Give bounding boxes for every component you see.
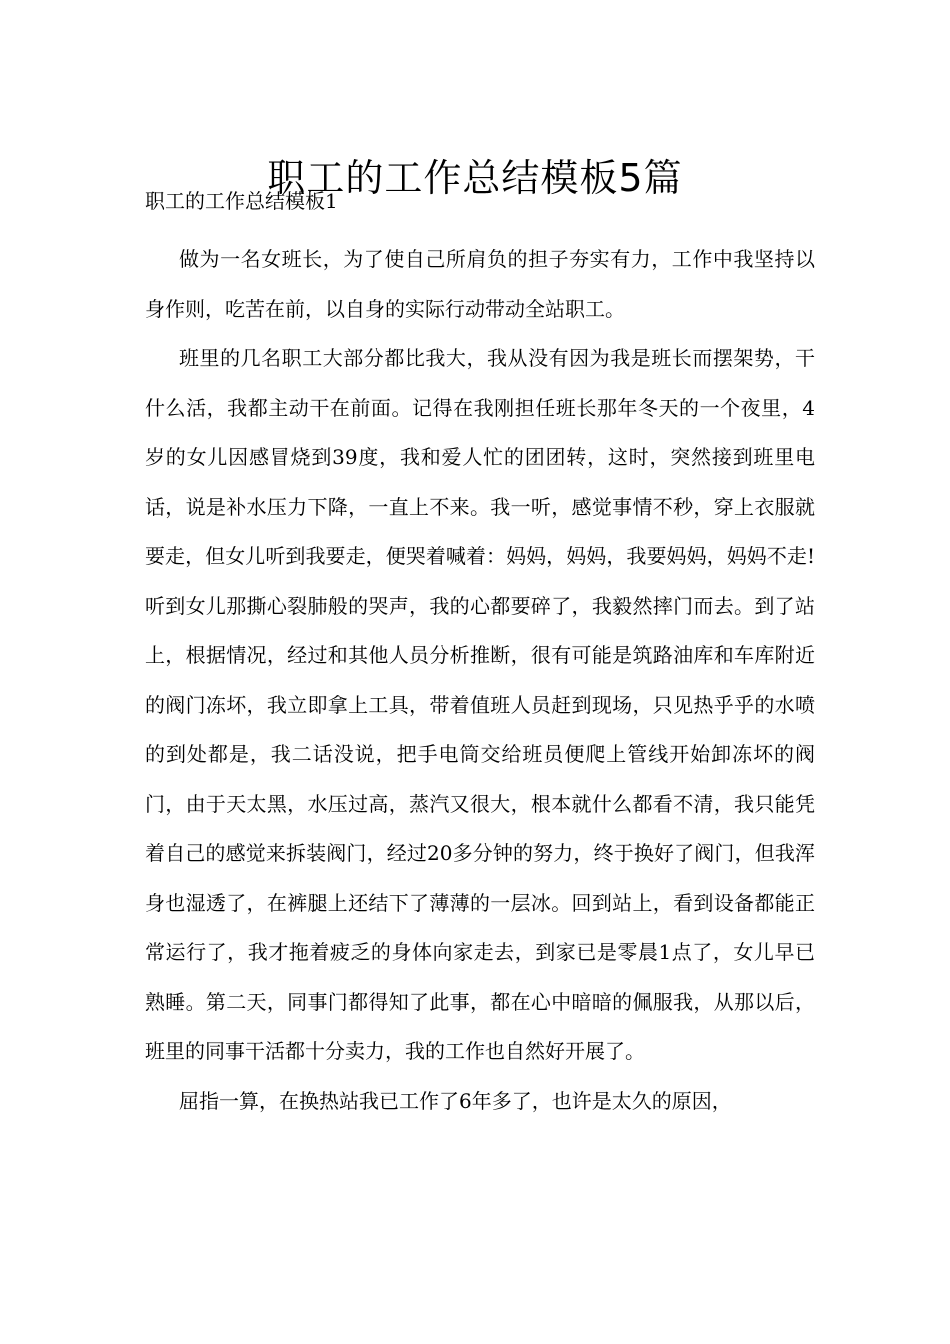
paragraph-2: 班里的几名职工大部分都比我大，我从没有因为我是班长而摆架势，干什么活，我都主动干在前面。记得在我刚担任班长那年冬天的一个夜里，4岁的女儿因感冒烧到39度，我和爱人忙的团团转，这时，突然接到班里电话，说是补水压力下降，一直上不来。我一听，感觉事情不秒，穿上衣服就要走，但女儿听到我要走，便哭着喊着：妈妈，妈妈，我要妈妈，妈妈不走!听到女儿那撕心裂肺般的哭声，我的心都要碎了，我毅然摔门而去。到了站上，根据情况，经过和其他人员分析推断，很有可能是筑路油库和车库附近的阀门冻坏，我立即拿上工具，带着值班人员赶到现场，只见热乎乎的水喷的到处都是，我二话没说，把手电筒交给班员便爬上管线开始卸冻坏的阀门，由于天太黑，水压过高，蒸汽又很大，根本就什么都看不清，我只能凭着自己的感觉来拆装阀门，经过20多分钟的努力，终于换好了阀门，但我浑身也湿透了，在裤腿上还结下了薄薄的一层冰。回到站上，看到设备都能正常运行了，我才拖着疲乏的身体向家走去，到家已是零晨1点了，女儿早已熟睡。第二天，同事门都得知了此事，都在心中暗暗的佩服我，从那以后，班里的同事干活都十分卖力，我的工作也自然好开展了。: [145, 346, 815, 1063]
section-heading: 职工的工作总结模板1: [145, 189, 338, 213]
document-title: 职工的工作总结模板5篇: [267, 156, 683, 201]
document-body: [145, 186, 815, 1126]
paragraph-1: 做为一名女班长，为了使自己所肩负的担子夯实有力，工作中我坚持以身作则，吃苦在前，以自身的实际行动带动全站职工。: [145, 247, 815, 321]
paragraph-3: 屈指一算，在换热站我已工作了6年多了，也许是太久的原因，: [179, 1088, 732, 1113]
